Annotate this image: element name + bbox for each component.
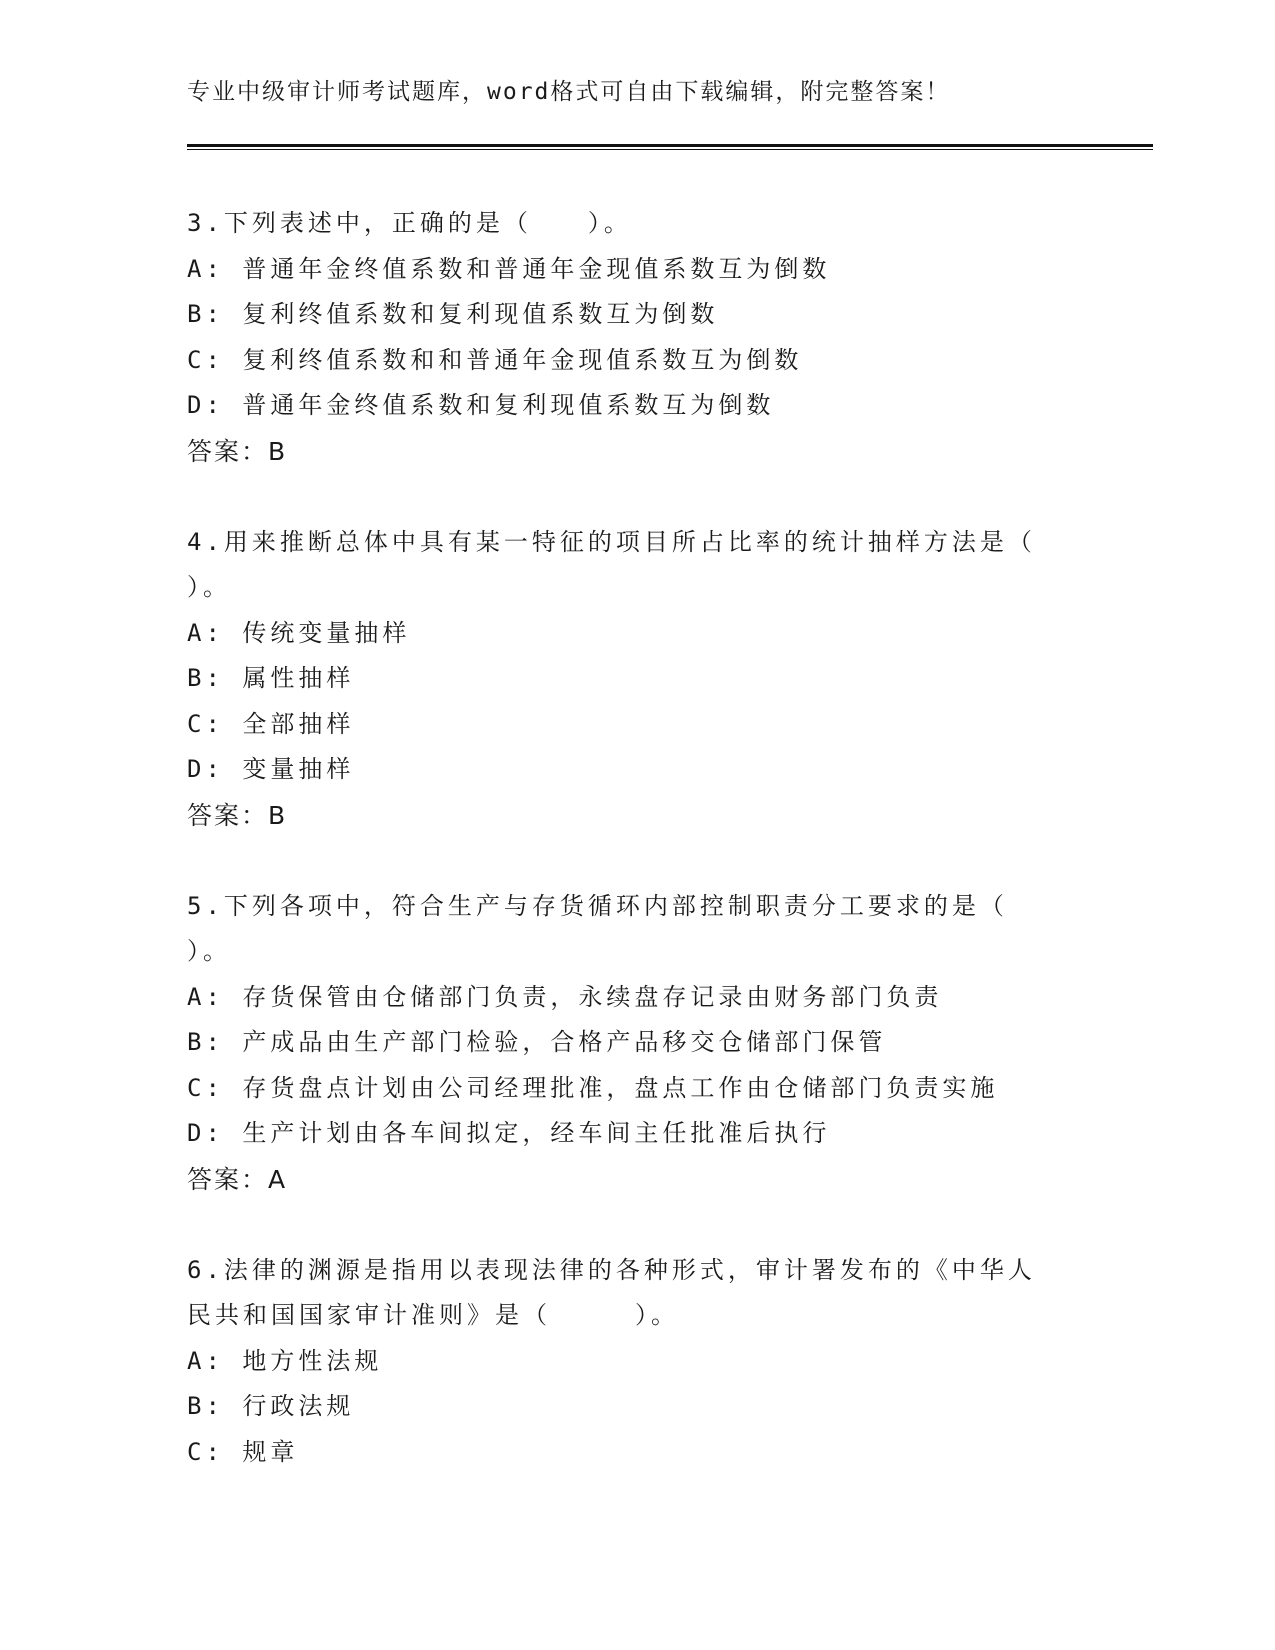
question-spacer xyxy=(187,474,1067,520)
question-3-option-b: B: 复利终值系数和复利现值系数互为倒数 xyxy=(187,300,719,328)
header-divider xyxy=(187,144,1153,147)
question-6 xyxy=(187,1248,1067,1476)
question-3-option-c: C: 复利终值系数和和普通年金现值系数互为倒数 xyxy=(187,345,803,374)
question-4-stem-line-1: 4.用来推断总体中具有某一特征的项目所占比率的统计抽样方法是（ xyxy=(187,527,1036,556)
question-3-stem: 3.下列表述中，正确的是（ ）。 xyxy=(187,209,632,237)
question-5-option-a: A: 存货保管由仓储部门负责，永续盘存记录由财务部门负责 xyxy=(187,982,943,1011)
question-4-option-c: C: 全部抽样 xyxy=(187,709,355,738)
question-5 xyxy=(187,884,1067,1203)
question-6-stem-line-2: 民共和国国家审计准则》是（ ）。 xyxy=(187,1301,679,1329)
question-5-option-c: C: 存货盘点计划由公司经理批准，盘点工作由仓储部门负责实施 xyxy=(187,1073,999,1102)
question-5-answer: 答案：A xyxy=(187,1164,288,1194)
question-4-stem-line-2: ）。 xyxy=(187,573,231,601)
question-5-stem-line-2: ）。 xyxy=(187,937,231,965)
question-4-option-d: D: 变量抽样 xyxy=(187,755,355,783)
question-list xyxy=(187,201,1067,1475)
question-spacer xyxy=(187,838,1067,884)
question-6-option-a: A: 地方性法规 xyxy=(187,1346,383,1375)
question-4 xyxy=(187,520,1067,839)
question-5-option-b: B: 产成品由生产部门检验，合格产品移交仓储部门保管 xyxy=(187,1028,887,1056)
question-3-option-a: A: 普通年金终值系数和普通年金现值系数互为倒数 xyxy=(187,254,831,283)
question-spacer xyxy=(187,1202,1067,1248)
question-3 xyxy=(187,201,1067,474)
question-6-option-b: B: 行政法规 xyxy=(187,1392,355,1420)
question-3-option-d: D: 普通年金终值系数和复利现值系数互为倒数 xyxy=(187,391,775,419)
question-5-stem-line-1: 5.下列各项中，符合生产与存货循环内部控制职责分工要求的是（ xyxy=(187,891,1008,920)
question-6-stem-line-1: 6.法律的渊源是指用以表现法律的各种形式，审计署发布的《中华人 xyxy=(187,1255,1036,1284)
question-5-option-d: D: 生产计划由各车间拟定，经车间主任批准后执行 xyxy=(187,1119,831,1147)
question-4-option-a: A: 传统变量抽样 xyxy=(187,618,411,647)
question-4-option-b: B: 属性抽样 xyxy=(187,664,355,692)
question-6-option-c: C: 规章 xyxy=(187,1437,299,1466)
question-4-answer: 答案：B xyxy=(187,800,288,830)
question-3-answer: 答案：B xyxy=(187,436,288,466)
page-header-text: 专业中级审计师考试题库，word格式可自由下载编辑，附完整答案！ xyxy=(187,79,951,105)
